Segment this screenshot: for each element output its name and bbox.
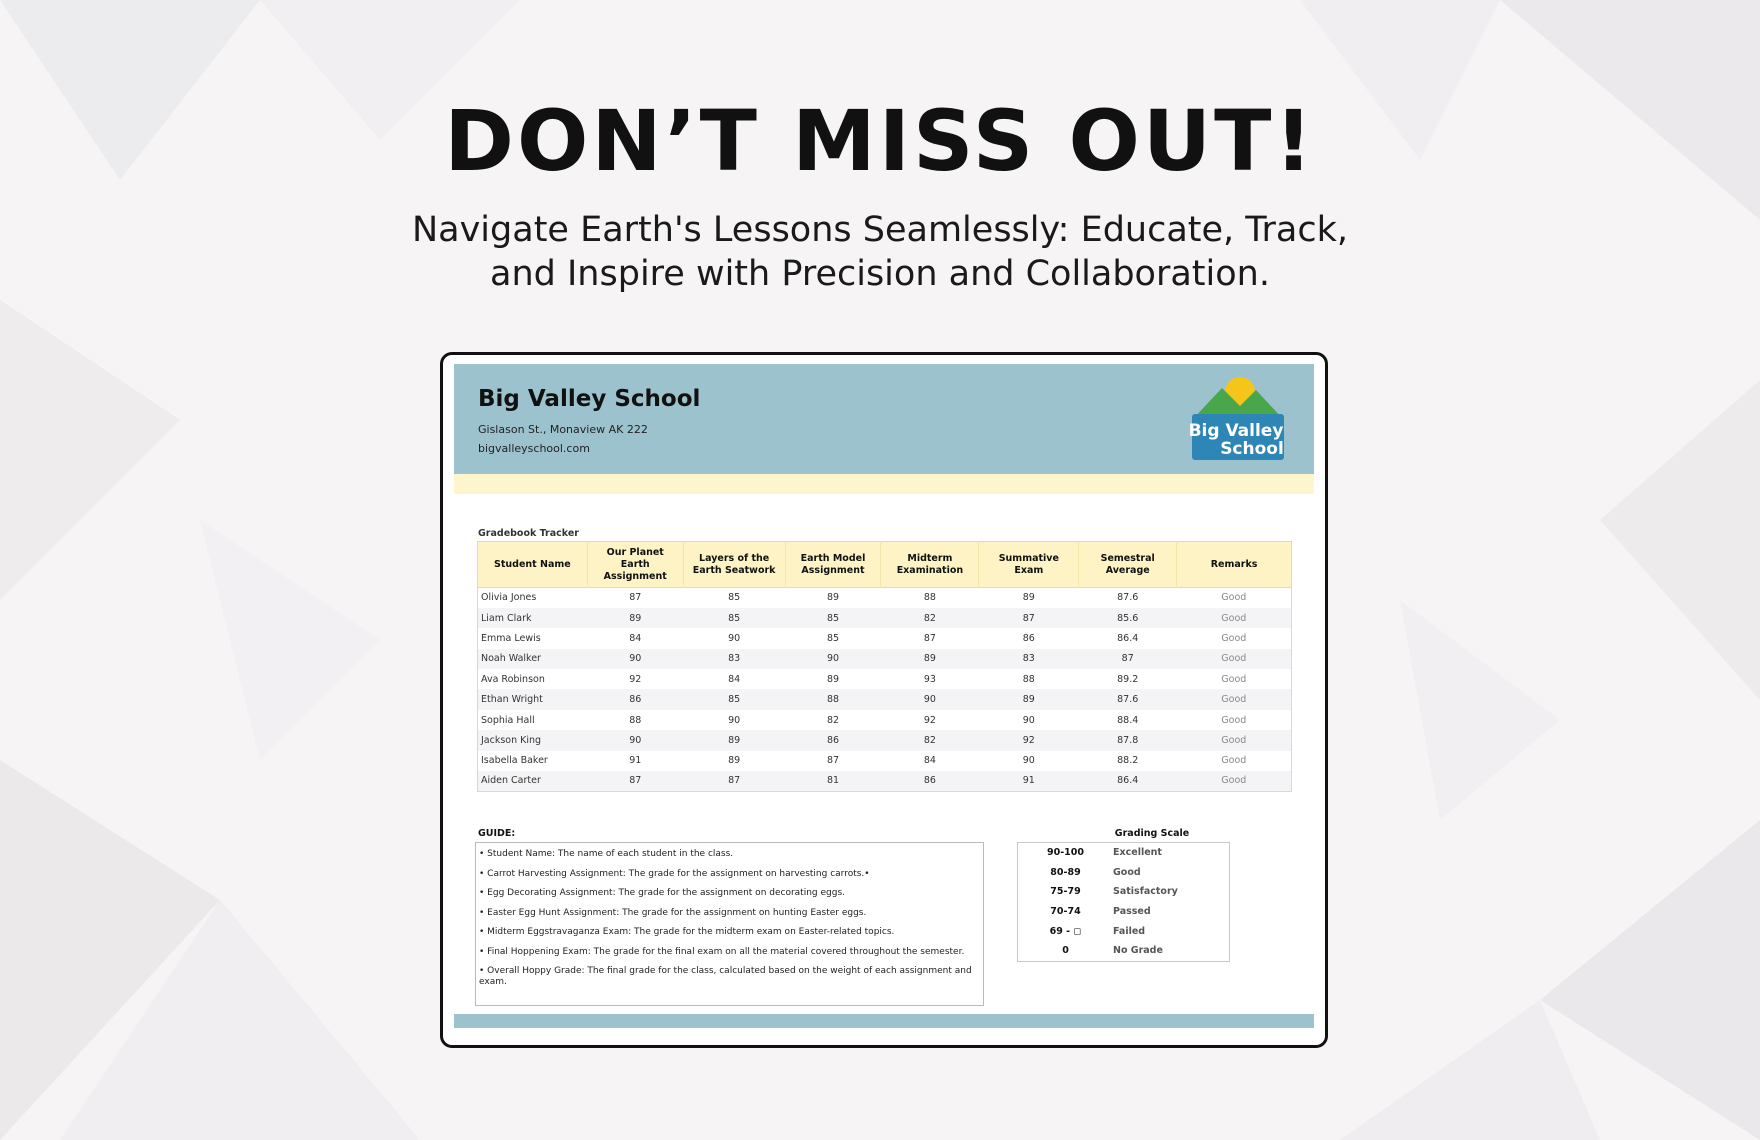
school-logo-icon	[1188, 374, 1288, 462]
grade-label: Passed	[1113, 906, 1151, 918]
remarks-cell: Good	[1221, 632, 1247, 644]
remarks-cell: Good	[1221, 592, 1247, 604]
grade-cell: 82	[881, 730, 979, 750]
grade-cell: 90	[587, 730, 683, 750]
grade-cell: 92	[923, 714, 936, 726]
grade-cell: 90	[881, 689, 979, 709]
table-row	[478, 730, 1292, 750]
grade-cell: 84	[923, 755, 936, 767]
grading-scale-row	[1018, 902, 1229, 922]
guide-title: GUIDE:	[478, 828, 516, 839]
average-cell: 86.4	[1079, 771, 1177, 791]
grade-cell: 93	[923, 673, 936, 685]
average-cell: 87	[1079, 649, 1177, 669]
grade-range: 90-100	[1047, 847, 1084, 859]
grade-cell: 87	[587, 771, 683, 791]
grade-label: Failed	[1113, 925, 1146, 937]
column-header: Student Name	[478, 542, 588, 588]
grade-cell: 89	[683, 730, 785, 750]
grade-cell: 87	[683, 771, 785, 791]
remarks-cell: Good	[1177, 730, 1292, 750]
column-header: Our Planet Earth Assignment	[587, 542, 683, 588]
grading-scale-row	[1018, 941, 1229, 961]
table-row	[478, 689, 1292, 709]
grade-label: Excellent	[1113, 847, 1162, 859]
average-cell: 87.6	[1117, 592, 1139, 604]
grade-cell: 88	[923, 592, 936, 604]
table-row	[478, 771, 1292, 791]
grade-cell: 82	[826, 714, 840, 726]
grade-cell: 86	[1022, 632, 1035, 644]
average-cell: 86.4	[1117, 632, 1139, 644]
grade-cell: 89	[826, 592, 840, 604]
grade-cell: 88	[785, 689, 881, 709]
grade-cell: 85	[683, 689, 785, 709]
grade-cell: 90	[587, 649, 683, 669]
guide-item: • Final Hoppening Exam: The grade for the final exam on all the material covered throughout the semester.	[479, 946, 965, 957]
guide-item: • Carrot Harvesting Assignment: The grade for the assignment on harvesting carrots.•	[479, 868, 870, 879]
header-accent-band	[454, 474, 1314, 494]
average-cell: 85.6	[1079, 608, 1177, 628]
grade-cell: 85	[826, 632, 840, 644]
grade-label: No Grade	[1113, 945, 1163, 957]
table-row	[478, 588, 1292, 608]
guide-item: • Overall Hoppy Grade: The final grade for the class, calculated based on the weight of each assignment and exam.	[479, 966, 972, 987]
remarks-cell: Good	[1177, 689, 1292, 709]
grade-cell: 87	[629, 592, 642, 604]
grade-cell: 85	[683, 608, 785, 628]
grade-cell: 92	[979, 730, 1079, 750]
grade-label: Satisfactory	[1113, 886, 1178, 898]
grade-cell: 87	[826, 755, 840, 767]
grade-cell: 89	[1022, 592, 1035, 604]
school-website: bigvalleyschool.com	[478, 442, 590, 455]
grade-cell: 90	[728, 632, 741, 644]
grade-range: 70-74	[1050, 906, 1081, 918]
remarks-cell: Good	[1177, 771, 1292, 791]
grading-scale-row	[1018, 882, 1229, 902]
promo-subline-line-2: and Inspire with Precision and Collaboration.	[490, 254, 1270, 294]
school-address: Gislason St., Monaview AK 222	[478, 423, 648, 436]
grading-scale-row	[1018, 863, 1229, 883]
grading-scale-row	[1018, 843, 1229, 863]
grade-cell: 83	[683, 649, 785, 669]
student-name-cell: Ava Robinson	[481, 673, 545, 685]
guide-item: • Midterm Eggstravaganza Exam: The grade for the midterm exam on Easter-related topics.	[479, 927, 895, 937]
gradebook-title: Gradebook Tracker	[478, 528, 579, 539]
logo-text-line-1: Big Valley	[1188, 421, 1284, 441]
grade-range: 75-79	[1050, 886, 1081, 898]
school-name: Big Valley School	[478, 386, 701, 412]
grade-range: 69 - ◻	[1049, 925, 1082, 937]
table-header-row	[478, 542, 1292, 588]
grade-cell: 90	[1022, 714, 1035, 726]
guide-box	[475, 842, 984, 1006]
grade-cell: 91	[979, 771, 1079, 791]
promo-subline-line-1: Navigate Earth's Lessons Seamlessly: Educate, Track,	[411, 210, 1349, 250]
grade-cell: 87	[979, 608, 1079, 628]
guide-item: • Easter Egg Hunt Assignment: The grade for the assignment on hunting Easter eggs.	[479, 907, 867, 918]
guide-item: • Student Name: The name of each student in the class.	[479, 849, 734, 859]
grade-label: Good	[1113, 866, 1141, 878]
guide-item: • Egg Decorating Assignment: The grade for the assignment on decorating eggs.	[479, 888, 845, 898]
grade-cell: 88	[629, 714, 642, 726]
grade-cell: 83	[979, 649, 1079, 669]
remarks-cell: Good	[1221, 714, 1247, 726]
remarks-cell: Good	[1177, 608, 1292, 628]
grade-cell: 84	[728, 673, 741, 685]
grade-range: 80-89	[1050, 866, 1081, 878]
grade-cell: 89	[979, 689, 1079, 709]
grading-scale-title: Grading Scale	[1114, 828, 1190, 839]
student-name-cell: Liam Clark	[478, 608, 588, 628]
promo-headline: DON’T MISS OUT!	[444, 92, 1316, 190]
column-header: Earth Model Assignment	[785, 542, 881, 588]
student-name-cell: Ethan Wright	[478, 689, 588, 709]
student-name-cell: Emma Lewis	[481, 632, 541, 644]
grade-range: 0	[1062, 945, 1069, 957]
grade-cell: 92	[629, 673, 642, 685]
gradebook-document	[454, 364, 1314, 1028]
column-header: Layers of the Earth Seatwork	[683, 542, 785, 588]
table-row	[478, 628, 1292, 648]
student-name-cell: Jackson King	[478, 730, 588, 750]
grade-cell: 86	[587, 689, 683, 709]
document-preview-frame	[440, 352, 1328, 1048]
remarks-cell: Good	[1221, 755, 1247, 767]
grade-cell: 81	[785, 771, 881, 791]
grade-cell: 84	[629, 632, 642, 644]
student-name-cell: Isabella Baker	[481, 755, 548, 767]
average-cell: 87.8	[1079, 730, 1177, 750]
average-cell: 89.2	[1117, 673, 1139, 685]
average-cell: 88.2	[1117, 755, 1139, 767]
grade-cell: 86	[881, 771, 979, 791]
grade-cell: 89	[728, 755, 741, 767]
grade-cell: 85	[785, 608, 881, 628]
table-row	[478, 710, 1292, 730]
student-name-cell: Noah Walker	[478, 649, 588, 669]
column-header: Semestral Average	[1079, 542, 1177, 588]
table-row	[478, 751, 1292, 771]
column-header: Remarks	[1177, 542, 1292, 588]
table-row	[478, 649, 1292, 669]
average-cell: 88.4	[1117, 714, 1139, 726]
grade-cell: 88	[1022, 673, 1035, 685]
student-name-cell: Sophia Hall	[481, 714, 535, 726]
grading-scale-box	[1017, 842, 1230, 962]
grading-scale-row	[1018, 921, 1229, 941]
grade-cell: 86	[785, 730, 881, 750]
column-header: Midterm Examination	[881, 542, 979, 588]
logo-text-line-2: School	[1220, 439, 1284, 459]
grade-cell: 82	[881, 608, 979, 628]
gradebook-table	[477, 541, 1292, 792]
grade-cell: 89	[881, 649, 979, 669]
column-header: Summative Exam	[979, 542, 1079, 588]
document-header	[454, 364, 1314, 474]
student-name-cell: Olivia Jones	[481, 592, 537, 604]
table-row	[478, 669, 1292, 689]
grade-cell: 90	[728, 714, 741, 726]
grade-cell: 90	[785, 649, 881, 669]
grade-cell: 91	[629, 755, 642, 767]
grade-cell: 89	[587, 608, 683, 628]
grade-cell: 90	[1022, 755, 1035, 767]
grade-cell: 89	[826, 673, 840, 685]
average-cell: 87.6	[1079, 689, 1177, 709]
remarks-cell: Good	[1221, 673, 1247, 685]
remarks-cell: Good	[1177, 649, 1292, 669]
grade-cell: 85	[728, 592, 741, 604]
grade-cell: 87	[923, 632, 936, 644]
student-name-cell: Aiden Carter	[478, 771, 588, 791]
table-row	[478, 608, 1292, 628]
promo-subline	[0, 208, 1760, 296]
footer-band	[454, 1014, 1314, 1028]
